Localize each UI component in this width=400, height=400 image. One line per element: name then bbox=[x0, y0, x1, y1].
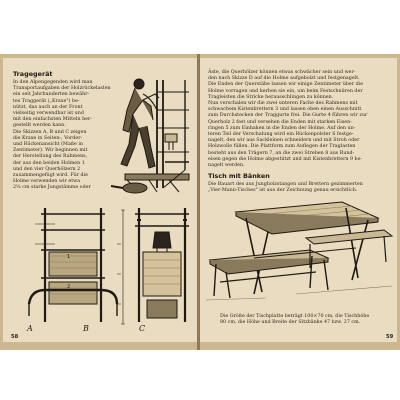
text-line: Holzwolle füllen. Die Plattform zum Auflegen der Traglasten bbox=[208, 144, 356, 150]
figure-label-b: B bbox=[83, 324, 89, 333]
text-line: Transportaufgaben der Holzrückelasten bbox=[13, 86, 111, 92]
figure-part-number: 1 bbox=[67, 254, 71, 260]
text-line: mit den einfachsten Mitteln her- bbox=[13, 117, 92, 123]
table-with-benches-illustration bbox=[206, 198, 392, 304]
text-line: ein seit Jahrhunderten bewähr- bbox=[13, 92, 90, 98]
text-line: Die Enden der Querstäbe lassen wir einige Zentimeter über die bbox=[208, 82, 364, 88]
right-body-text bbox=[208, 70, 392, 169]
right-caption-text bbox=[220, 314, 392, 326]
text-line: Die Skizzen A, B und C zeigen bbox=[13, 129, 87, 135]
text-line: „Vier-Mann-Tisches" ist aus der Zeichnung genau ersichtlich. bbox=[208, 188, 358, 194]
text-line: zusammengefügt wird. Für die bbox=[13, 173, 88, 179]
text-line: den nach Skizze D auf die Holme aufgebolzt und festgenagelt. bbox=[208, 76, 360, 82]
text-line: In den Alpengegenden wird man bbox=[13, 80, 93, 85]
text-line: Tragleisten die Stricke herausschlingen zu können. bbox=[208, 94, 334, 100]
text-line: Die Größe der Tischplatte beträgt 100×70 cm, die Tischhöhe bbox=[220, 314, 370, 319]
text-line: Äste, die Querhölzer können etwas schwächer sein und wer- bbox=[208, 70, 356, 75]
text-line: vielseitig verwendbar ist und bbox=[13, 111, 84, 117]
text-line: Die Bauart des aus Jungholzstangen und Brettern gezimmerten bbox=[208, 182, 363, 187]
text-line: Holme verwenden wir etwa bbox=[13, 179, 81, 185]
text-line: 2¼ cm starke Jungstämme oder bbox=[13, 185, 91, 191]
text-line: eisen gegen die Holme abgestützt und mit Kistenbrettern 9 be- bbox=[208, 156, 363, 162]
text-line: der Herstellung des Rahmens, bbox=[13, 154, 88, 160]
text-line: gestellt werden kann. bbox=[13, 123, 66, 129]
text-line: Querholz 2 fest und versehen die Enden mit starken Eisen- bbox=[208, 119, 352, 125]
text-line: nagelt werden. bbox=[208, 163, 245, 169]
text-line: und Rückenansicht (Maße in bbox=[13, 142, 84, 148]
left-page bbox=[3, 58, 197, 342]
text-line: die Kraxe in Seiten-, Vorder- bbox=[13, 135, 83, 141]
text-line: der aus den beiden Holmen 1 bbox=[13, 160, 85, 166]
man-with-carrying-frame-illustration bbox=[99, 70, 195, 200]
text-line: teren Teil der Verschalung wird ein Rückenpolster 6 festge- bbox=[208, 132, 354, 138]
right-page bbox=[200, 58, 397, 342]
right-intro-text bbox=[208, 182, 392, 194]
figure-part-number: 2 bbox=[67, 284, 71, 290]
carrying-frame-views-illustration bbox=[9, 204, 197, 332]
book-spread bbox=[0, 54, 400, 350]
text-line: tes Traggerät („Kraxe") be- bbox=[13, 98, 80, 104]
text-line: nützt, das auch an der Front bbox=[13, 104, 83, 110]
right-page-number: 59 bbox=[386, 334, 394, 340]
left-page-number: 58 bbox=[11, 334, 19, 340]
text-line: und den vier Querhölzern 2 bbox=[13, 166, 81, 172]
text-line: Holme vorragen und kerben sie ein, um beim Festschnüren der bbox=[208, 88, 363, 94]
text-line: besteht aus den Trägern 7, an die zwei Streben 8 aus Rund- bbox=[208, 150, 355, 156]
text-line: Zentimeter). Wir beginnen mit bbox=[13, 148, 88, 154]
text-line: nagelt, den wir aus Sackleinen schneidern und mit Stroh oder bbox=[208, 138, 360, 144]
text-line: 80 cm, die Höhe und Breite der Sitzbänke 47 bzw. 27 cm. bbox=[220, 320, 361, 326]
text-line: ringen 5 zum Einhaken in die Enden der Holme. Auf den un- bbox=[208, 125, 356, 131]
left-heading: Tragegerät bbox=[13, 70, 53, 78]
text-line: schwachem Kistenbrettern 3 und lassen oben einen Ausschnitt bbox=[208, 107, 362, 113]
left-body-text bbox=[13, 80, 111, 192]
text-line: Nun verschalen wir die zwei unteren Fache des Rahmens mit bbox=[208, 101, 358, 107]
figure-label-a: A bbox=[27, 324, 33, 333]
figure-label-c: C bbox=[139, 324, 146, 333]
text-line: zum Durchstecken der Traggurte frei. Die Gurte 4 führen wir zur bbox=[208, 113, 368, 119]
right-heading: Tisch mit Bänken bbox=[208, 172, 270, 180]
